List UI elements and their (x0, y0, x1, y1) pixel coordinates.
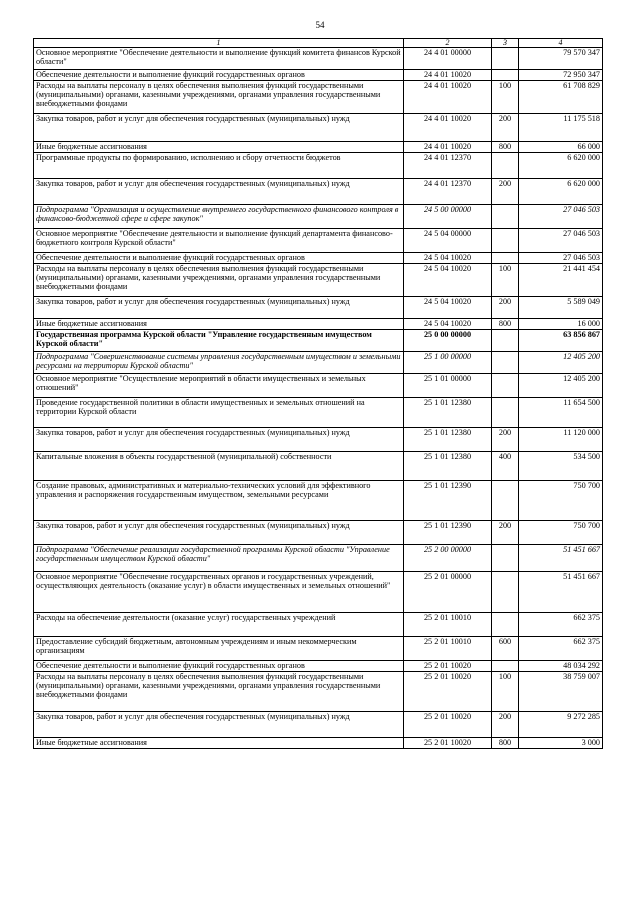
row-amount-cell: 750 700 (519, 521, 603, 545)
row-code-cell: 25 1 01 12390 (404, 481, 492, 521)
row-name-cell: Предоставление субсидий бюджетным, автономным учреждениям и иным некоммерческим организациям (34, 637, 404, 661)
row-code-cell: 25 1 01 12380 (404, 398, 492, 428)
row-code-cell: 25 1 01 12380 (404, 428, 492, 452)
row-amount-cell: 66 000 (519, 142, 603, 153)
row-name-cell: Основное мероприятие "Обеспечение деятельности и выполнение функций комитета финансов Курской области" (34, 48, 404, 70)
row-name-cell: Расходы на выплаты персоналу в целях обеспечения выполнения функций государственными (муниципальными) органами, казенными учреждениями, органами управления государственными внебюджетными фондами (34, 81, 404, 114)
row-code-cell: 24 4 01 10020 (404, 70, 492, 81)
row-code-cell: 24 4 01 10020 (404, 81, 492, 114)
table-row (34, 738, 603, 749)
table-row (34, 297, 603, 319)
row-code-cell: 24 5 04 00000 (404, 229, 492, 253)
row-expense-type-cell: 100 (492, 81, 519, 114)
row-amount-cell: 6 620 000 (519, 153, 603, 179)
row-code-cell: 24 4 01 10020 (404, 142, 492, 153)
row-code-cell: 25 1 01 12380 (404, 452, 492, 481)
row-code-cell: 25 0 00 00000 (404, 330, 492, 352)
table-row (34, 452, 603, 481)
row-code-cell: 25 2 01 10020 (404, 661, 492, 672)
row-expense-type-cell: 800 (492, 142, 519, 153)
row-code-cell: 25 1 01 12390 (404, 521, 492, 545)
row-code-cell: 25 2 01 10020 (404, 712, 492, 738)
table-row (34, 330, 603, 352)
row-amount-cell: 11 654 500 (519, 398, 603, 428)
table-row (34, 712, 603, 738)
row-code-cell: 25 2 01 00000 (404, 572, 492, 613)
table-row (34, 114, 603, 142)
row-code-cell: 24 4 01 10020 (404, 114, 492, 142)
table-row (34, 81, 603, 114)
table-row (34, 545, 603, 572)
row-expense-type-cell (492, 398, 519, 428)
row-expense-type-cell (492, 253, 519, 264)
table-row (34, 398, 603, 428)
row-expense-type-cell: 800 (492, 738, 519, 749)
row-code-cell: 24 5 04 10020 (404, 264, 492, 297)
row-expense-type-cell (492, 545, 519, 572)
row-amount-cell: 21 441 454 (519, 264, 603, 297)
table-row (34, 428, 603, 452)
row-expense-type-cell: 100 (492, 672, 519, 712)
row-amount-cell: 51 451 667 (519, 545, 603, 572)
row-amount-cell: 3 000 (519, 738, 603, 749)
row-code-cell: 24 5 04 10020 (404, 319, 492, 330)
row-expense-type-cell (492, 205, 519, 229)
header-col-2: 2 (404, 39, 492, 48)
row-code-cell: 24 5 04 10020 (404, 297, 492, 319)
page-number: 54 (315, 20, 325, 30)
row-amount-cell: 27 046 503 (519, 253, 603, 264)
budget-table (33, 38, 603, 749)
row-expense-type-cell (492, 572, 519, 613)
row-name-cell: Обеспечение деятельности и выполнение функций государственных органов (34, 253, 404, 264)
table-row (34, 142, 603, 153)
row-expense-type-cell (492, 661, 519, 672)
header-col-1: 1 (34, 39, 404, 48)
table-row (34, 153, 603, 179)
table-row (34, 264, 603, 297)
row-expense-type-cell: 200 (492, 712, 519, 738)
table-row (34, 661, 603, 672)
row-name-cell: Подпрограмма "Обеспечение реализации государственной программы Курской области "Управление государственным имуществом Курской области" (34, 545, 404, 572)
row-amount-cell: 9 272 285 (519, 712, 603, 738)
row-code-cell: 24 4 01 12370 (404, 153, 492, 179)
row-expense-type-cell (492, 613, 519, 637)
row-amount-cell: 662 375 (519, 613, 603, 637)
table-body (34, 48, 603, 749)
row-expense-type-cell (492, 352, 519, 374)
row-code-cell: 24 4 01 00000 (404, 48, 492, 70)
row-expense-type-cell (492, 153, 519, 179)
table-row (34, 253, 603, 264)
table-row (34, 48, 603, 70)
row-code-cell: 25 2 00 00000 (404, 545, 492, 572)
row-amount-cell: 12 405 200 (519, 352, 603, 374)
row-expense-type-cell: 200 (492, 179, 519, 205)
row-code-cell: 25 2 01 10020 (404, 738, 492, 749)
row-name-cell: Расходы на выплаты персоналу в целях обеспечения выполнения функций государственными (муниципальными) органами, казенными учреждениями, органами управления государственными внебюджетными фондами (34, 264, 404, 297)
table-header-row (34, 39, 603, 48)
row-amount-cell: 51 451 667 (519, 572, 603, 613)
row-name-cell: Обеспечение деятельности и выполнение функций государственных органов (34, 70, 404, 81)
header-col-4: 4 (519, 39, 603, 48)
row-name-cell: Закупка товаров, работ и услуг для обеспечения государственных (муниципальных) нужд (34, 297, 404, 319)
row-name-cell: Закупка товаров, работ и услуг для обеспечения государственных (муниципальных) нужд (34, 521, 404, 545)
row-code-cell: 25 2 01 10010 (404, 613, 492, 637)
row-amount-cell: 6 620 000 (519, 179, 603, 205)
row-amount-cell: 534 500 (519, 452, 603, 481)
row-expense-type-cell (492, 481, 519, 521)
row-amount-cell: 79 570 347 (519, 48, 603, 70)
row-name-cell: Основное мероприятие "Осуществление мероприятий в области имущественных и земельных отношений" (34, 374, 404, 398)
table-row (34, 352, 603, 374)
table-row (34, 637, 603, 661)
row-name-cell: Закупка товаров, работ и услуг для обеспечения государственных (муниципальных) нужд (34, 428, 404, 452)
row-expense-type-cell: 400 (492, 452, 519, 481)
table-row (34, 374, 603, 398)
row-expense-type-cell: 200 (492, 114, 519, 142)
row-name-cell: Иные бюджетные ассигнования (34, 738, 404, 749)
table-row (34, 672, 603, 712)
row-expense-type-cell: 200 (492, 428, 519, 452)
table-row (34, 613, 603, 637)
row-amount-cell: 38 759 007 (519, 672, 603, 712)
row-name-cell: Иные бюджетные ассигнования (34, 319, 404, 330)
row-amount-cell: 27 046 503 (519, 205, 603, 229)
row-amount-cell: 11 175 518 (519, 114, 603, 142)
row-amount-cell: 12 405 200 (519, 374, 603, 398)
table-row (34, 319, 603, 330)
row-name-cell: Закупка товаров, работ и услуг для обеспечения государственных (муниципальных) нужд (34, 179, 404, 205)
row-name-cell: Основное мероприятие "Обеспечение государственных органов и государственных учреждений, осуществляющих деятельность (оказание услуг) в области имущественных и земельных отношений" (34, 572, 404, 613)
row-name-cell: Государственная программа Курской области "Управление государственным имуществом Курской области" (34, 330, 404, 352)
row-expense-type-cell: 800 (492, 319, 519, 330)
row-expense-type-cell: 200 (492, 521, 519, 545)
row-amount-cell: 750 700 (519, 481, 603, 521)
table-row (34, 179, 603, 205)
row-expense-type-cell (492, 374, 519, 398)
table-row (34, 229, 603, 253)
table-row (34, 205, 603, 229)
row-amount-cell: 61 708 829 (519, 81, 603, 114)
row-amount-cell: 48 034 292 (519, 661, 603, 672)
row-code-cell: 25 2 01 10020 (404, 672, 492, 712)
row-code-cell: 25 2 01 10010 (404, 637, 492, 661)
row-code-cell: 25 1 01 00000 (404, 374, 492, 398)
row-amount-cell: 11 120 000 (519, 428, 603, 452)
row-expense-type-cell: 200 (492, 297, 519, 319)
row-expense-type-cell (492, 330, 519, 352)
row-name-cell: Обеспечение деятельности и выполнение функций государственных органов (34, 661, 404, 672)
row-amount-cell: 63 856 867 (519, 330, 603, 352)
row-amount-cell: 72 950 347 (519, 70, 603, 81)
table-row (34, 521, 603, 545)
row-name-cell: Подпрограмма "Организация и осуществление внутреннего государственного финансового контроля в финансово-бюджетной сфере и сфере закупок" (34, 205, 404, 229)
row-expense-type-cell: 100 (492, 264, 519, 297)
table-row (34, 572, 603, 613)
row-code-cell: 24 5 00 00000 (404, 205, 492, 229)
row-name-cell: Программные продукты по формированию, исполнению и сбору отчетности бюджетов (34, 153, 404, 179)
row-amount-cell: 5 589 049 (519, 297, 603, 319)
row-name-cell: Капитальные вложения в объекты государственной (муниципальной) собственности (34, 452, 404, 481)
row-expense-type-cell (492, 229, 519, 253)
row-name-cell: Основное мероприятие "Обеспечение деятельности и выполнение функций департамента финансово-бюджетного контроля Курской области" (34, 229, 404, 253)
header-col-3: 3 (492, 39, 519, 48)
row-expense-type-cell (492, 48, 519, 70)
row-amount-cell: 27 046 503 (519, 229, 603, 253)
row-amount-cell: 662 375 (519, 637, 603, 661)
table-row (34, 481, 603, 521)
row-name-cell: Иные бюджетные ассигнования (34, 142, 404, 153)
row-amount-cell: 16 000 (519, 319, 603, 330)
row-code-cell: 24 4 01 12370 (404, 179, 492, 205)
row-code-cell: 24 5 04 10020 (404, 253, 492, 264)
row-expense-type-cell: 600 (492, 637, 519, 661)
row-name-cell: Расходы на выплаты персоналу в целях обеспечения выполнения функций государственными (муниципальными) органами, казенными учреждениями, органами управления государственными внебюджетными фондами (34, 672, 404, 712)
table-row (34, 70, 603, 81)
row-name-cell: Создание правовых, административных и материально-технических условий для эффективного управления и распоряжения государственным имуществом, земельными ресурсами (34, 481, 404, 521)
row-name-cell: Закупка товаров, работ и услуг для обеспечения государственных (муниципальных) нужд (34, 114, 404, 142)
row-name-cell: Закупка товаров, работ и услуг для обеспечения государственных (муниципальных) нужд (34, 712, 404, 738)
row-name-cell: Подпрограмма "Совершенствование системы управления государственным имуществом и земельными ресурсами на территории Курской области" (34, 352, 404, 374)
row-name-cell: Проведение государственной политики в области имущественных и земельных отношений на территории Курской области (34, 398, 404, 428)
row-code-cell: 25 1 00 00000 (404, 352, 492, 374)
row-name-cell: Расходы на обеспечение деятельности (оказание услуг) государственных учреждений (34, 613, 404, 637)
row-expense-type-cell (492, 70, 519, 81)
